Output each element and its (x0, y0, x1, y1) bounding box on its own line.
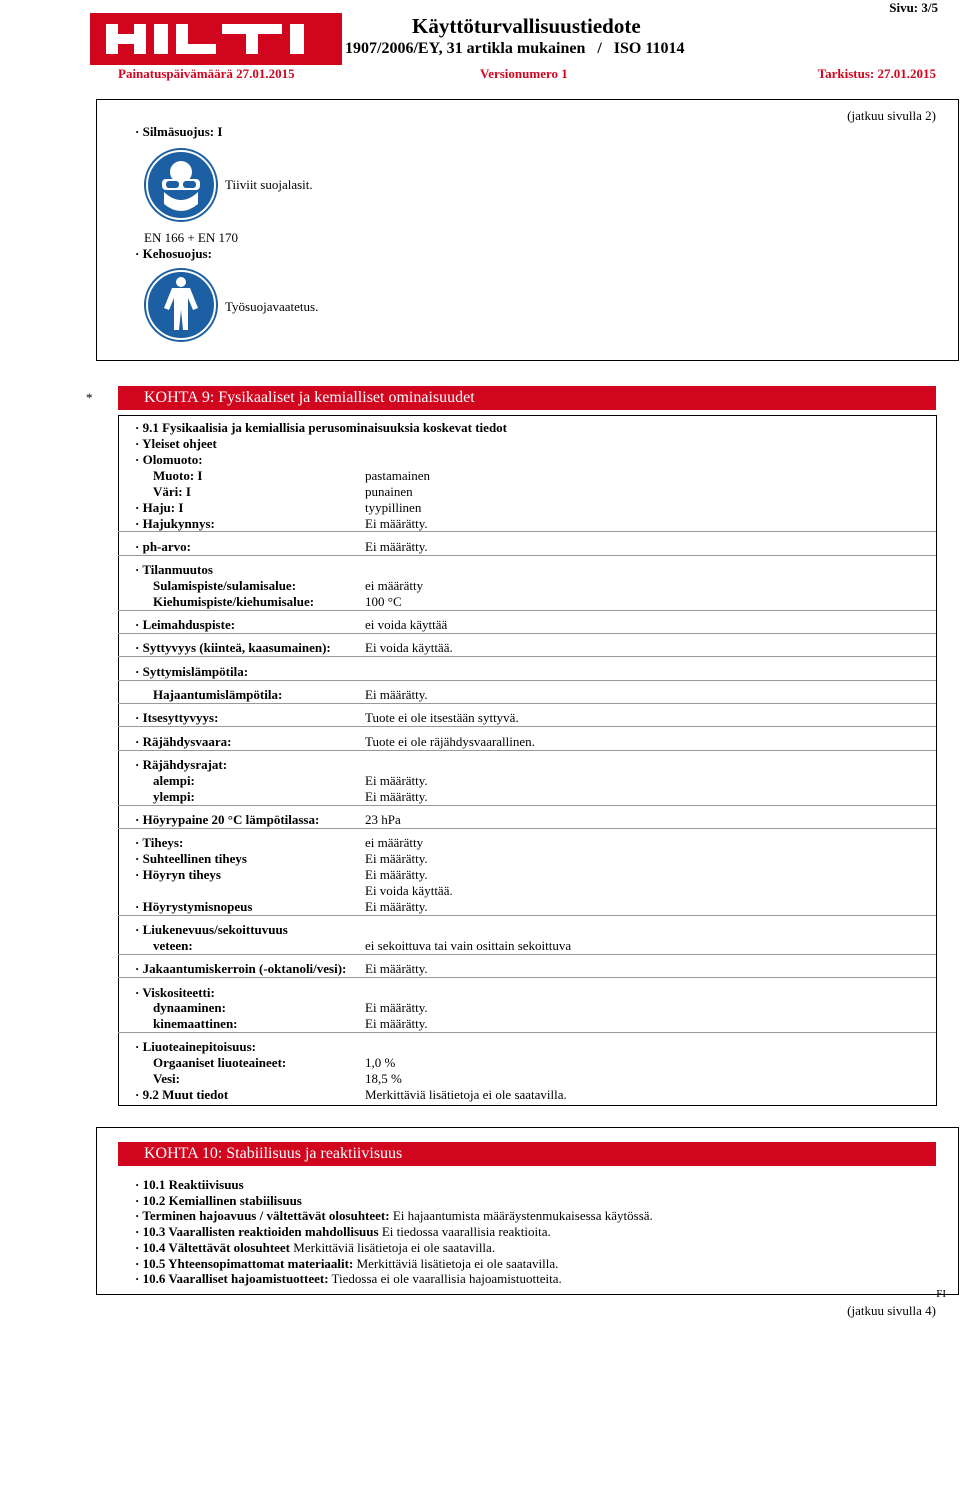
property-label: · Tiheys: (135, 835, 184, 850)
property-label: ylempi: (153, 789, 195, 804)
property-label: alempi: (153, 773, 195, 788)
property-label: · Itsesyttyvyys: (135, 710, 219, 725)
property-value: ei määrätty (365, 578, 424, 593)
row-divider (118, 828, 936, 829)
property-value: Ei määrätty. (365, 687, 428, 702)
row-divider (118, 915, 936, 916)
stability-text: Merkittäviä lisätietoja ei ole saatavilla. (353, 1255, 559, 1271)
hilti-logo (90, 13, 342, 65)
property-value: Ei määrätty. (365, 773, 428, 788)
document-subtitle: 1907/2006/EY, 31 artikla mukainen / ISO 11014 (345, 40, 685, 57)
property-value: ei määrätty (365, 835, 424, 850)
property-label: · Leimahduspiste: (135, 617, 236, 632)
row-divider (118, 531, 936, 532)
row-divider (118, 680, 936, 681)
property-label: · ph-arvo: (135, 539, 191, 554)
revision-date: Tarkistus: 27.01.2015 (817, 66, 936, 81)
property-value: 1,0 % (365, 1055, 396, 1070)
property-value: ei voida käyttää (365, 617, 448, 632)
property-label: Väri: I (153, 484, 191, 499)
property-label: · Olomuoto: (135, 452, 203, 467)
property-value: punainen (365, 484, 413, 499)
property-label: Kiehumispiste/kiehumisalue: (153, 594, 315, 609)
property-label: · Hajukynnys: (135, 516, 215, 531)
property-value: Ei määrätty. (365, 539, 428, 554)
language-code: FI (936, 1288, 946, 1300)
continues-on: (jatkuu sivulla 4) (847, 1303, 936, 1318)
section9-box (118, 415, 937, 1106)
row-divider (118, 954, 936, 955)
property-value: Ei määrätty. (365, 516, 428, 531)
property-label: · Liuoteainepitoisuus: (135, 1039, 256, 1054)
property-value: Ei voida käyttää. (365, 883, 453, 898)
property-label: · Tilanmuutos (135, 562, 213, 577)
property-label: · 9.2 Muut tiedot (135, 1087, 229, 1102)
property-label: kinemaattinen: (153, 1016, 238, 1031)
print-date: Painatuspäivämäärä 27.01.2015 (118, 66, 295, 81)
stability-label: · 10.5 Yhteensopimattomat materiaalit: (135, 1255, 354, 1271)
property-label: · Jakaantumiskerroin (-oktanoli/vesi): (135, 961, 347, 976)
property-value: Tuote ei ole itsestään syttyvä. (365, 710, 519, 725)
property-label: · Räjähdysrajat: (135, 757, 228, 772)
row-divider (118, 750, 936, 751)
property-value: Ei voida käyttää. (365, 640, 453, 655)
stability-item (135, 1224, 551, 1240)
stability-text: Merkittäviä lisätietoja ei ole saatavilla. (290, 1239, 496, 1255)
property-value: 100 °C (365, 594, 402, 609)
property-label: · Yleiset ohjeet (135, 436, 217, 451)
row-divider (118, 656, 936, 657)
stability-label: · 10.4 Vältettävät olosuhteet (135, 1239, 291, 1255)
row-divider (118, 726, 936, 727)
property-label: Orgaaniset liuoteaineet: (153, 1055, 287, 1070)
stability-text: Tiedossa ei ole vaarallisia hajoamistuotteita. (328, 1271, 562, 1287)
property-value: ei sekoittuva tai vain osittain sekoittuva (365, 938, 572, 953)
property-value: Ei määrätty. (365, 789, 428, 804)
property-value: Tuote ei ole räjähdysvaarallinen. (365, 734, 535, 749)
stability-item (135, 1193, 302, 1209)
stability-item (135, 1256, 558, 1272)
property-label: veteen: (153, 938, 193, 953)
revision-marker: * (86, 390, 93, 405)
property-value: pastamainen (365, 468, 430, 483)
property-label: Muoto: I (153, 468, 203, 483)
body-protection-text: Työsuojavaatetus. (225, 299, 319, 314)
eye-protection-text: Tiiviit suojalasit. (225, 177, 313, 192)
stability-label: · 10.3 Vaarallisten reaktioiden mahdollisuus (135, 1224, 379, 1240)
continued-from: (jatkuu sivulla 2) (847, 108, 936, 123)
property-label: Sulamispiste/sulamisalue: (153, 578, 297, 593)
row-divider (118, 1032, 936, 1033)
property-label: · Höyrystymisnopeus (135, 899, 253, 914)
property-label: Hajaantumislämpötila: (153, 687, 283, 702)
body-protection-label: · Kehosuojus: (135, 246, 212, 261)
property-label: · Höyryn tiheys (135, 867, 221, 882)
property-value: Ei määrätty. (365, 851, 428, 866)
document-title: Käyttöturvallisuustiedote (412, 14, 641, 38)
stability-item (135, 1177, 244, 1193)
property-value: Ei määrätty. (365, 867, 428, 882)
property-label: · Syttymislämpötila: (135, 664, 249, 679)
section9-heading: KOHTA 9: Fysikaaliset ja kemialliset ominaisuudet (118, 386, 936, 410)
property-value: Ei määrätty. (365, 1016, 428, 1031)
page-number: Sivu: 3/5 (889, 0, 938, 15)
property-label: · Suhteellinen tiheys (135, 851, 247, 866)
row-divider (118, 633, 936, 634)
stability-label: · 10.2 Kemiallinen stabiilisuus (135, 1192, 302, 1208)
eye-protection-standard: EN 166 + EN 170 (144, 230, 238, 245)
stability-item (135, 1271, 562, 1287)
property-value: 18,5 % (365, 1071, 402, 1086)
row-divider (118, 805, 936, 806)
property-value: Ei määrätty. (365, 961, 428, 976)
stability-label: · Terminen hajoavuus / vältettävät olosuhteet: (135, 1208, 390, 1224)
stability-item (135, 1240, 495, 1256)
section10-heading: KOHTA 10: Stabiilisuus ja reaktiivisuus (118, 1142, 936, 1166)
property-value: tyypillinen (365, 500, 422, 515)
property-label: dynaaminen: (153, 1000, 226, 1015)
stability-label: · 10.1 Reaktiivisuus (135, 1177, 244, 1192)
row-divider (118, 977, 936, 978)
row-divider (118, 610, 936, 611)
stability-text: Ei tiedossa vaarallisia reaktioita. (378, 1224, 551, 1240)
row-divider (118, 703, 936, 704)
property-label: Vesi: (153, 1071, 180, 1086)
property-value: Ei määrätty. (365, 899, 428, 914)
property-label: · Räjähdysvaara: (135, 734, 232, 749)
property-label: · Viskositeetti: (135, 985, 215, 1000)
goggles-icon (144, 148, 218, 222)
property-label: · Haju: I (135, 500, 184, 515)
stability-item (135, 1208, 653, 1224)
property-value: Merkittäviä lisätietoja ei ole saatavilla. (365, 1087, 567, 1102)
property-label: · Liukenevuus/sekoittuvuus (135, 922, 288, 937)
version-number: Versionumero 1 (480, 66, 568, 81)
protective-clothing-icon (144, 268, 218, 342)
stability-label: · 10.6 Vaaralliset hajoamistuotteet: (135, 1271, 329, 1287)
property-label: · Höyrypaine 20 °C lämpötilassa: (135, 812, 320, 827)
property-value: 23 hPa (365, 812, 401, 827)
stability-text: Ei hajaantumista määräystenmukaisessa käytössä. (389, 1208, 653, 1224)
property-label: · Syttyvyys (kiinteä, kaasumainen): (135, 640, 331, 655)
property-value: Ei määrätty. (365, 1000, 428, 1015)
property-label: · 9.1 Fysikaalisia ja kemiallisia perusominaisuuksia koskevat tiedot (135, 420, 507, 435)
eye-protection-label: · Silmäsuojus: I (135, 124, 223, 139)
row-divider (118, 555, 936, 556)
